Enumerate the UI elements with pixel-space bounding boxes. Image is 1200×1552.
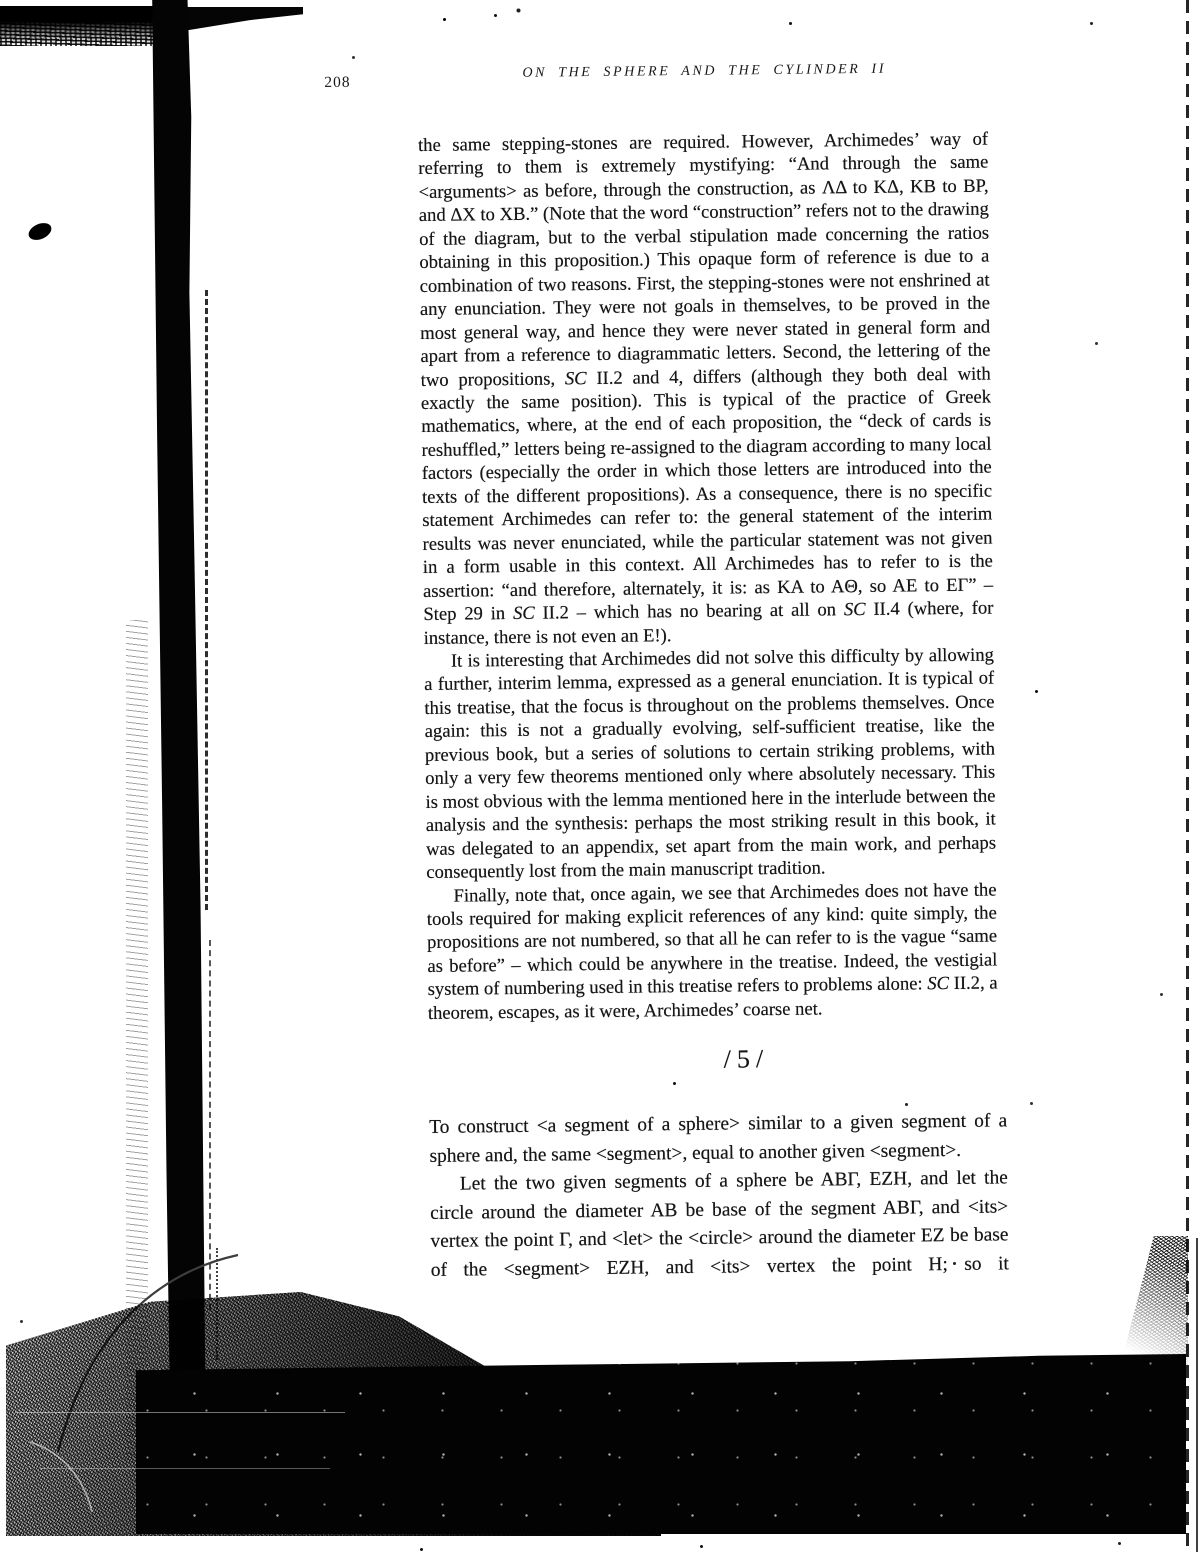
body-paragraph: the same stepping-stones are required. However, Archimedes’ way of referring to them is extremely mystifying: “And through the same <arguments> as before, through the construction, as ΛΔ to KΔ, KB to BP, and ΔX to XB.” (Note that the word “construction” refers not to the drawing of the diagram, but to the verbal stipulation made concerning the ratios obtaining in this proposition.) This opaque form of reference is due to a combination of two reasons. First, the stepping-stones were not enshrined at any enunciation. They were not goals in themselves, to be proved in the most general way, and hence they were never stated in general form and apart from a reference to diagrammatic letters. Second, the lettering of the two propositions, SC II.2 and 4, differs (although they both deal with exactly the same position). This is typical of the practice of Greek mathematics, where, at the end of each proposition, the “deck of cards is reshuffled,” letters being re-assigned to the diagram according to many local factors (especially the order in which those letters are introduced into the texts of the different propositions). As a consequence, there is no specific statement Archimedes can refer to: the general statement of the interim results was never enunciated, while the particular statement was not given in a form usable in this context. All Archimedes has to refer to is the assertion: “and therefore, alternately, it is: as KA to AΘ, so AE to EΓ” – Step 29 in SC II.2 – which has no bearing at all on SC II.4 (where, for instance, there is not even an E!). <box>417 128 994 649</box>
scan-artifact-top-band <box>0 6 158 46</box>
scan-artifact-dust-specks <box>443 18 446 21</box>
proposition-enunciation: To construct <a segment of a sphere> similar to a given segment of a sphere and, the same <segment>, equal to another given <segment>. <box>429 1110 1008 1167</box>
proposition-setting-out: Let the two given segments of a sphere be ABΓ, EZH, and let the circle around the diameter AB be base of the segment ABΓ, and <its> vertex the point Γ, and <let> the <circle> around the diameter EZ be base of the <segment> EZH, and <its> vertex the point H; so it <box>430 1167 1009 1281</box>
scan-artifact-dashed-line <box>205 290 208 910</box>
page-number: 208 <box>324 73 351 92</box>
body-text <box>418 128 998 1026</box>
body-paragraph: Finally, note that, once again, we see that Archimedes does not have the tools required for making explicit references of any kind: quite simply, the propositions are not numbered, so that all he can refer to is the vague “same as before” – which could be anywhere in the treatise. Indeed, the vestigial system of numbering used in this treatise refers to problems alone: SC II.2, a theorem, escapes, as it were, Archimedes’ coarse net. <box>426 878 998 1024</box>
body-paragraph: It is interesting that Archimedes did not solve this difficulty by allowing a further, interim lemma, expressed as a general enunciation. It is typical of this treatise, that the focus is throughout on the problems themselves. Once again: this is not a gradually evolving, self-sufficient treatise, like the previous book, but a series of solutions to certain striking problems, with only a very few theorems mentioned only where absolutely necessary. This is most obvious with the lemma mentioned here in the interlude between the analysis and the synthesis: perhaps the most striking result in this book, it was delegated to an appendix, set apart from the main work, and perhaps consequently lost from the main manuscript tradition. <box>424 644 997 883</box>
scan-artifact-dashed-line <box>209 940 211 1310</box>
scan-artifact-hairline <box>15 1412 345 1413</box>
section-number: /5/ <box>723 1044 770 1074</box>
scan-artifact-right-edge-line <box>1196 1238 1198 1552</box>
proposition-text <box>429 1107 1009 1285</box>
running-head: ON THE SPHERE AND THE CYLINDER II <box>522 61 887 81</box>
scan-artifact-bottom-band <box>136 1354 1186 1534</box>
scan-artifact-hairline <box>40 1468 330 1469</box>
